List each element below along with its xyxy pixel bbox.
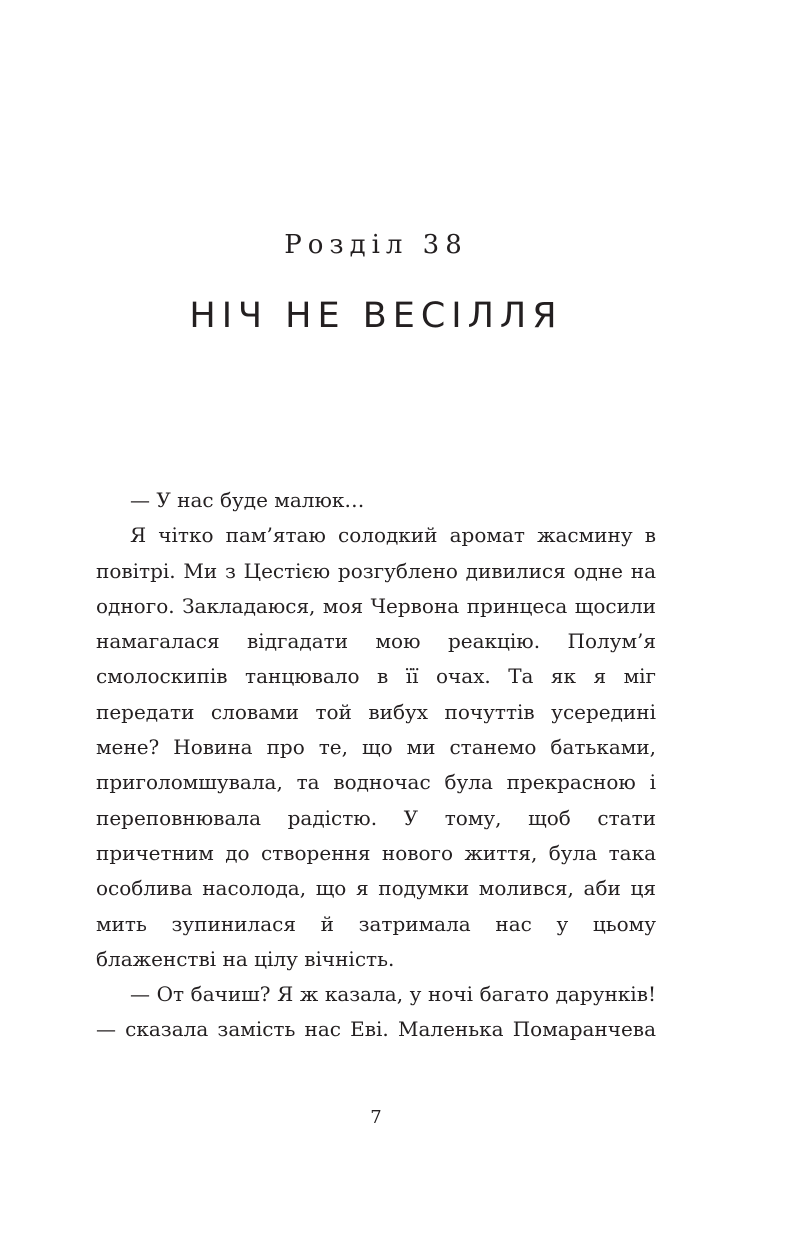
- page-number: 7: [370, 1107, 382, 1128]
- paragraph-3: — От бачиш? Я ж казала, у ночі багато дарунків! — сказала замість нас Еві. Маленька Помаранчева: [96, 982, 656, 1042]
- chapter-number: Розділ 38: [284, 230, 468, 260]
- body-text: [96, 483, 656, 1048]
- paragraph-1: — У нас буде малюк…: [130, 488, 365, 512]
- paragraph-2: Я чітко пам’ятаю солодкий аромат жасмину в повітрі. Ми з Цестією розгублено дивилися одне на одного. Закладаюся, моя Червона принцеса щосили намагалася відгадати мою реакцію. Полум’я смолоскипів танцювало в її очах. Та як я міг передати словами той вибух почуттів усередині мене? Новина про те, що ми станемо батьками, приголомшувала, та водночас була прекрасною і переповнювала радістю. У тому, щоб стати причетним до створення нового життя, була така особлива насолода, що я подумки молився, аби ця мить зупинилася й затримала нас у цьому блаженстві на цілу вічність.: [96, 523, 656, 971]
- chapter-title: НІЧ НЕ ВЕСІЛЛЯ: [189, 296, 563, 336]
